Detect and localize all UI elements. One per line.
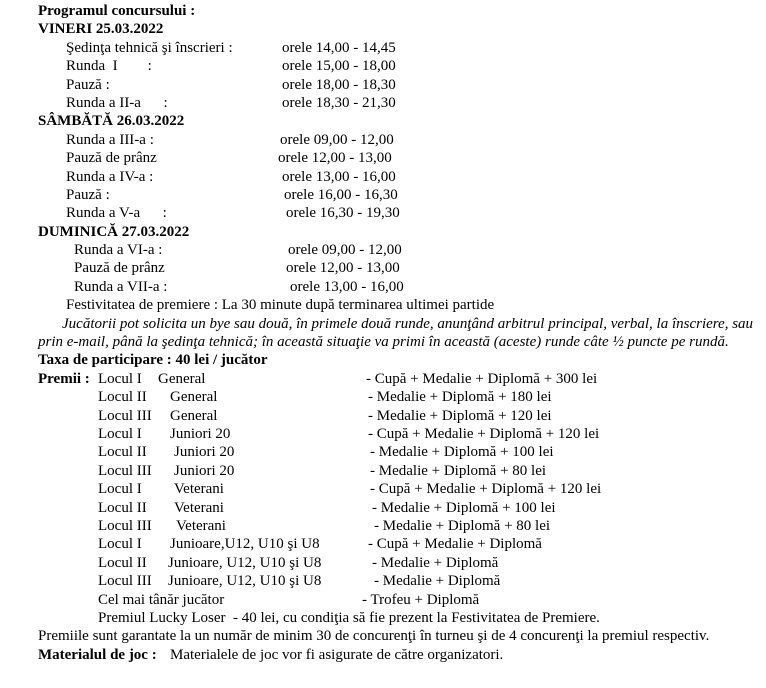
schedule-label: Runda a II-a : (66, 94, 168, 111)
prize-row (0, 535, 766, 553)
prize-place: Locul II (98, 499, 147, 516)
schedule-label: Pauză : (66, 186, 110, 203)
prize-row (0, 480, 766, 498)
prize-place: Locul III (98, 517, 152, 534)
material-text: Materialele de joc vor fi asigurate de către organizatori. (170, 646, 504, 663)
prize-award: - Cupă + Medalie + Diplomă + 300 lei (366, 370, 598, 387)
material-line (0, 646, 766, 664)
prize-category: Junioare, U12, U10 şi U8 (168, 573, 322, 590)
schedule-time: orele 14,00 - 14,45 (282, 39, 396, 56)
prizes-label: Premii : (38, 370, 90, 387)
lucky-loser-text: Premiul Lucky Loser - 40 lei, cu condiţia să fie prezent la Festivitatea de Premiere. (98, 609, 600, 626)
prize-place: Locul I (98, 426, 142, 443)
prize-row (0, 407, 766, 425)
schedule-label: Runda a VI-a : (74, 242, 163, 259)
prize-row (0, 499, 766, 517)
day-date: VINERI 25.03.2022 (38, 21, 164, 38)
schedule-row (0, 76, 766, 94)
schedule-label: Runda a IV-a : (66, 168, 154, 185)
prize-category: Veterani (176, 517, 226, 534)
schedule-label: Şedinţa tehnică şi înscrieri : (66, 39, 233, 56)
prize-award: - Cupă + Medalie + Diplomă (368, 536, 542, 553)
schedule-time: orele 16,00 - 16,30 (284, 186, 398, 203)
prize-row (0, 388, 766, 406)
schedule-time: orele 09,00 - 12,00 (288, 242, 402, 259)
prize-category: Juniori 20 (174, 444, 235, 461)
bye-note: Jucătorii pot solicita un bye sau două, în primele două runde, anunţând arbitrul principal, verbal, la înscriere, sau prin e-mail, până la şedinţa tehnică; în această situaţie va primi în această (aceste) runde câte ½ puncte pe rundă. (38, 315, 754, 351)
day-heading (0, 112, 766, 130)
prize-row (0, 591, 766, 609)
prize-row (0, 443, 766, 461)
schedule-time: orele 13,00 - 16,00 (282, 168, 396, 185)
prize-row (0, 462, 766, 480)
prize-award: - Medalie + Diplomă + 80 lei (374, 517, 551, 534)
prize-place: Locul II (98, 554, 147, 571)
schedule-label: Pauză de prânz (74, 260, 165, 277)
fee-line (0, 351, 766, 369)
festivity-line (0, 296, 766, 314)
schedule-label: Runda a V-a : (66, 205, 167, 222)
prize-row (0, 554, 766, 572)
schedule-time: orele 18,00 - 18,30 (282, 76, 396, 93)
schedule-row (0, 241, 766, 259)
schedule-row (0, 149, 766, 167)
prize-place: Locul I (98, 536, 142, 553)
prize-place: Locul III (98, 573, 152, 590)
day-date: DUMINICĂ 27.03.2022 (38, 223, 190, 240)
prize-category: Juniori 20 (174, 462, 235, 479)
day-heading (0, 20, 766, 38)
schedule-time: orele 18,30 - 21,30 (282, 94, 396, 111)
prize-award: - Medalie + Diplomă + 180 lei (368, 389, 552, 406)
schedule-row (0, 259, 766, 277)
schedule-label: Runda I : (66, 58, 152, 75)
schedule-row (0, 57, 766, 75)
prize-award: - Medalie + Diplomă + 80 lei (370, 462, 547, 479)
prize-place: Cel mai tânăr jucător (98, 591, 225, 608)
schedule-label: Pauză : (66, 76, 110, 93)
document (0, 2, 766, 664)
day-date: SÂMBĂTĂ 26.03.2022 (38, 113, 185, 130)
schedule-row (0, 39, 766, 57)
schedule-label: Runda a VII-a : (74, 278, 168, 295)
prize-category: Veterani (174, 499, 224, 516)
prize-category: Junioare,U12, U10 şi U8 (170, 536, 320, 553)
prize-place: Locul II (98, 444, 147, 461)
schedule-time: orele 13,00 - 16,00 (290, 278, 404, 295)
schedule-time: orele 15,00 - 18,00 (282, 58, 396, 75)
prize-award: - Medalie + Diplomă + 120 lei (368, 407, 552, 424)
prize-place: Locul I (98, 370, 142, 387)
schedule-row (0, 94, 766, 112)
prize-category: Veterani (174, 481, 224, 498)
prize-award: - Medalie + Diplomă + 100 lei (370, 444, 554, 461)
schedule-time: orele 12,00 - 13,00 (286, 260, 400, 277)
lucky-loser-line (0, 609, 766, 627)
schedule-time: orele 12,00 - 13,00 (278, 150, 392, 167)
prize-row (0, 425, 766, 443)
program-heading-line (0, 2, 766, 20)
participation-fee: Taxa de participare : 40 lei / jucător (38, 352, 268, 369)
schedule-row (0, 131, 766, 149)
schedule-row (0, 186, 766, 204)
schedule-time: orele 16,30 - 19,30 (286, 205, 400, 222)
schedule-row (0, 204, 766, 222)
prize-place: Locul I (98, 481, 142, 498)
prize-award: - Medalie + Diplomă + 100 lei (372, 499, 556, 516)
prize-category: General (158, 370, 206, 387)
schedule-label: Pauză de prânz (66, 150, 157, 167)
day-heading (0, 223, 766, 241)
prize-award: - Medalie + Diplomă (374, 573, 501, 590)
material-label: Materialul de joc : (38, 646, 157, 663)
prize-award: - Cupă + Medalie + Diplomă + 120 lei (368, 426, 600, 443)
schedule-row (0, 278, 766, 296)
prize-place: Locul III (98, 407, 152, 424)
prize-row (0, 572, 766, 590)
prize-place: Locul II (98, 389, 147, 406)
guarantee-line (0, 627, 766, 645)
guarantee-text: Premiile sunt garantate la un număr de minim 30 de concurenţi în turneu şi de 4 concurenţi la premiul respectiv. (38, 628, 710, 645)
prize-category: Juniori 20 (170, 426, 231, 443)
prize-category: General (170, 407, 218, 424)
prize-category: General (170, 389, 218, 406)
schedule-label: Runda a III-a : (66, 131, 154, 148)
prize-row (0, 370, 766, 388)
festivity-text: Festivitatea de premiere : La 30 minute după terminarea ultimei partide (66, 297, 495, 314)
schedule-row (0, 168, 766, 186)
prize-award: - Trofeu + Diplomă (362, 591, 480, 608)
prize-place: Locul III (98, 462, 152, 479)
prize-row (0, 517, 766, 535)
prize-award: - Medalie + Diplomă (372, 554, 499, 571)
prize-category: Junioare, U12, U10 şi U8 (168, 554, 322, 571)
schedule-time: orele 09,00 - 12,00 (280, 131, 394, 148)
program-heading: Programul concursului : (38, 3, 196, 19)
prize-award: - Cupă + Medalie + Diplomă + 120 lei (370, 481, 602, 498)
